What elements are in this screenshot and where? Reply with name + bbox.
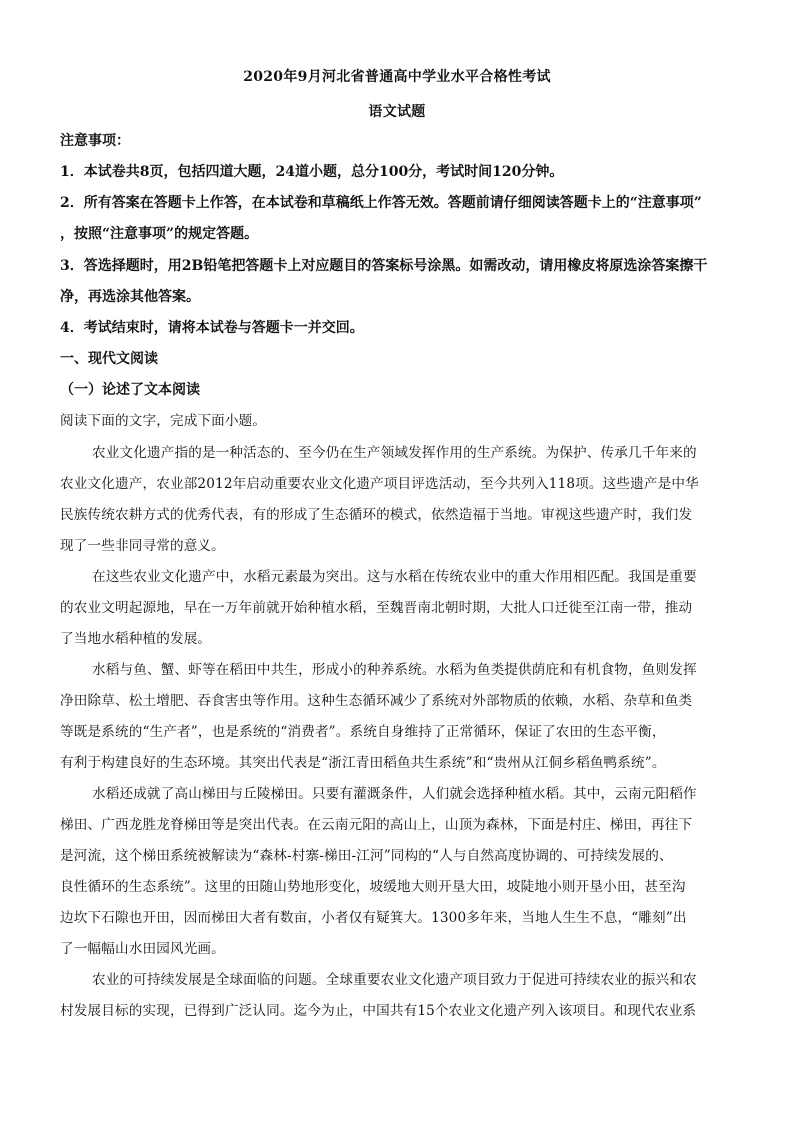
passage-line: 水稻与鱼、蟹、虾等在稻田中共生，形成小的种养系统。水稻为鱼类提供荫庇和有机食物，鱼则发挥 [92, 662, 697, 678]
notice-line: 3．答选择题时，用2B铅笔把答题卡上对应题目的答案标号涂黑。如需改动，请用橡皮将原选涂答案擦干 [60, 258, 708, 274]
notice-line: 净，再选涂其他答案。 [60, 289, 200, 305]
passage-line: 村发展目标的实现，已得到广泛认同。迄今为止，中国共有15个农业文化遗产列入该项目。和现代农业系 [60, 1003, 697, 1019]
notice-line: 4．考试结束时，请将本试卷与答题卡一并交回。 [60, 320, 364, 336]
passage-line: 农业文化遗产，农业部2012年启动重要农业文化遗产项目评选活动，至今共列入118项。这些遗产是中华 [60, 476, 699, 492]
passage-line: 是河流，这个梯田系统被解读为“森林-村寨-梯田-江河”同构的“人与自然高度协调的、可持续发展的、 [60, 848, 673, 864]
reading-instruction: 阅读下面的文字，完成下面小题。 [60, 413, 267, 429]
passage-line: 良性循环的生态系统”。这里的田随山势地形变化，坡缓地大则开垦大田，坡陡地小则开垦小田，甚至沟 [60, 879, 686, 895]
section-heading: 一、现代文阅读 [60, 351, 158, 367]
passage-line: 边坎下石隙也开田，因而梯田大者有数亩，小者仅有疑箕大。1300多年来，当地人生生不息，“雕刻”出 [60, 910, 687, 926]
section-subheading: （一）论述了文本阅读 [60, 382, 200, 398]
passage-line: 在这些农业文化遗产中，水稻元素最为突出。这与水稻在传统农业中的重大作用相匹配。我国是重要 [92, 569, 697, 585]
passage-line: 农业文化遗产指的是一种活态的、至今仍在生产领域发挥作用的生产系统。为保护、传承几千年来的 [92, 445, 697, 461]
passage-line: 现了一些非同寻常的意义。 [60, 538, 225, 554]
passage-line: 有利于构建良好的生态环境。其突出代表是“浙江青田稻鱼共生系统”和“贵州从江侗乡稻鱼鸭系统”。 [60, 755, 666, 771]
passage-line: 梯田、广西龙胜龙脊梯田等是突出代表。在云南元阳的高山上，山顶为森林，下面是村庄、梯田，再往下 [60, 817, 693, 833]
notice-heading: 注意事项： [60, 133, 130, 149]
passage-line: 净田除草、松土增肥、吞食害虫等作用。这种生态循环减少了系统对外部物质的依赖，水稻、杂草和鱼类 [60, 693, 693, 709]
notice-line: 2．所有答案在答题卡上作答，在本试卷和草稿纸上作答无效。答题前请仔细阅读答题卡上的“注意事项” [60, 195, 702, 211]
passage-line: 水稻还成就了高山梯田与丘陵梯田。只要有灌溉条件，人们就会选择种植水稻。其中，云南元阳稻作 [92, 786, 697, 802]
exam-subtitle: 语文试题 [368, 104, 426, 120]
passage-line: 的农业文明起源地，早在一万年前就开始种植水稻，至魏晋南北朝时期，大批人口迁徙至江南一带，推动 [60, 600, 693, 616]
exam-title: 2020年9月河北省普通高中学业水平合格性考试 [243, 69, 551, 85]
passage-line: 了当地水稻种植的发展。 [60, 631, 212, 647]
passage-line: 民族传统农耕方式的优秀代表，有的形成了生态循环的模式，依然造福于当地。审视这些遗产时，我们发 [60, 507, 693, 523]
passage-line: 等既是系统的“生产者”，也是系统的“消费者”。系统自身维持了正常循环，保证了农田的生态平衡， [60, 724, 666, 740]
notice-line: ，按照“注意事项”的规定答题。 [60, 226, 259, 242]
passage-line: 了一幅幅山水田园风光画。 [60, 941, 225, 957]
notice-line: 1．本试卷共8页，包括四道大题，24道小题，总分100分，考试时间120分钟。 [60, 164, 564, 180]
passage-line: 农业的可持续发展是全球面临的问题。全球重要农业文化遗产项目致力于促进可持续农业的振兴和农 [92, 972, 697, 988]
